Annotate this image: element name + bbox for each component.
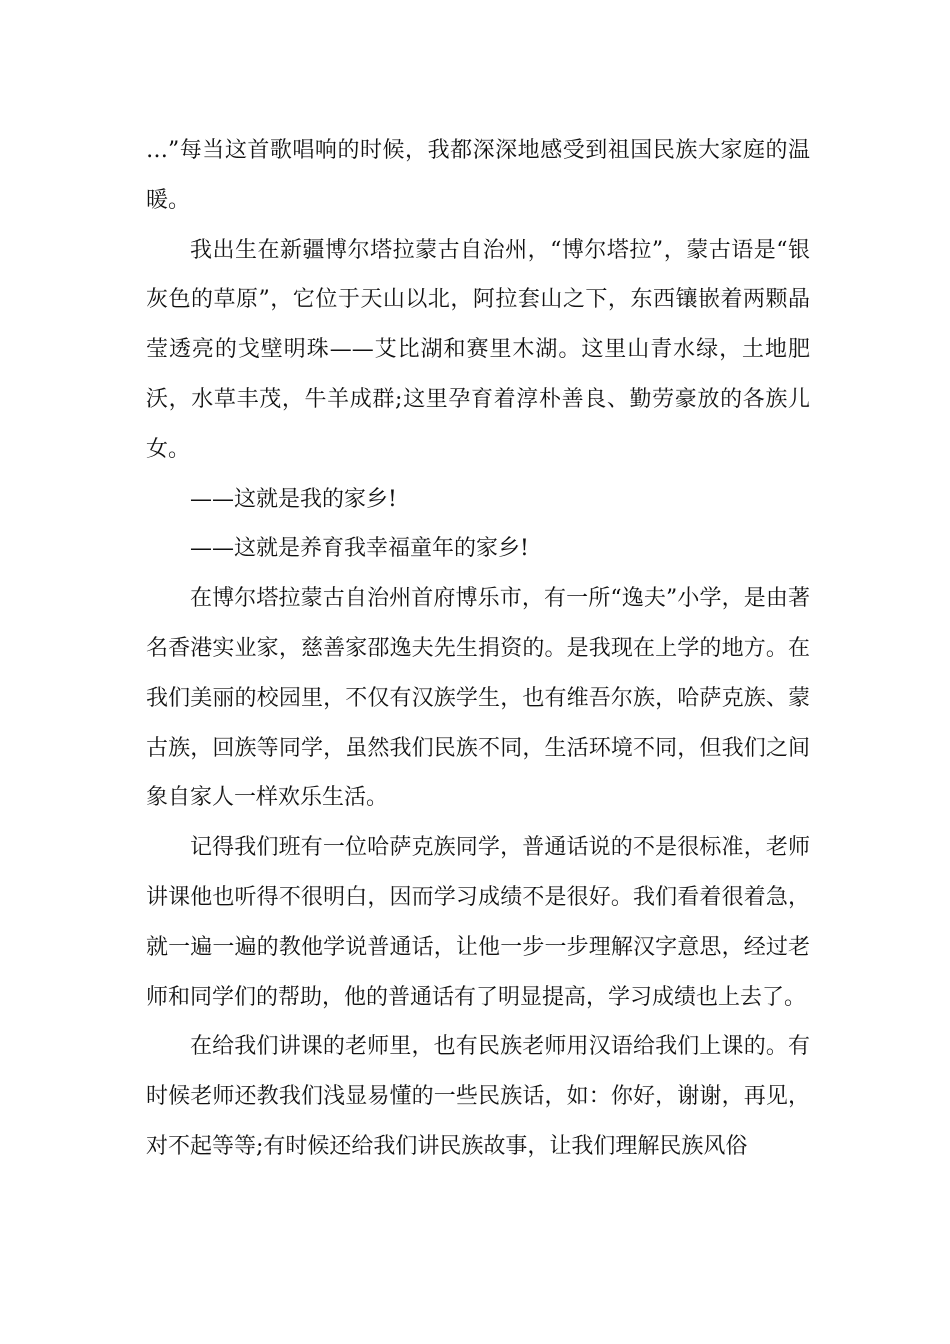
paragraph-exclaim-1: ——这就是我的家乡!	[190, 486, 397, 512]
paragraph-exclaim-2: ——这就是养育我幸福童年的家乡!	[190, 536, 529, 562]
paragraph-teachers: 在给我们讲课的老师里，也有民族老师用汉语给我们上课的。有时候老师还教我们浅显易懂的一些民族话，如：你好，谢谢，再见，对不起等等;有时候还给我们讲民族故事，让我们理解民族风俗	[146, 1034, 810, 1159]
paragraph-continuation: …”每当这首歌唱响的时候，我都深深地感受到祖国民族大家庭的温暖。	[146, 138, 810, 213]
document-body	[146, 126, 810, 1172]
paragraph-classmate: 记得我们班有一位哈萨克族同学，普通话说的不是很标准，老师讲课他也听得不很明白，因而学习成绩不是很好。我们看着很着急，就一遍一遍的教他学说普通话，让他一步一步理解汉字意思，经过老师和同学们的帮助，他的普通话有了明显提高，学习成绩也上去了。	[146, 835, 810, 1010]
paragraph-hometown: 我出生在新疆博尔塔拉蒙古自治州，“博尔塔拉”，蒙古语是“银灰色的草原”，它位于天山以北，阿拉套山之下，东西镶嵌着两颗晶莹透亮的戈壁明珠——艾比湖和赛里木湖。这里山青水绿，土地肥沃，水草丰茂，牛羊成群;这里孕育着淳朴善良、勤劳豪放的各族儿女。	[146, 237, 810, 462]
paragraph-school: 在博尔塔拉蒙古自治州首府博乐市，有一所“逸夫”小学，是由著名香港实业家，慈善家邵逸夫先生捐资的。是我现在上学的地方。在我们美丽的校园里，不仅有汉族学生，也有维吾尔族，哈萨克族、蒙古族，回族等同学，虽然我们民族不同，生活环境不同，但我们之间象自家人一样欢乐生活。	[146, 586, 810, 811]
